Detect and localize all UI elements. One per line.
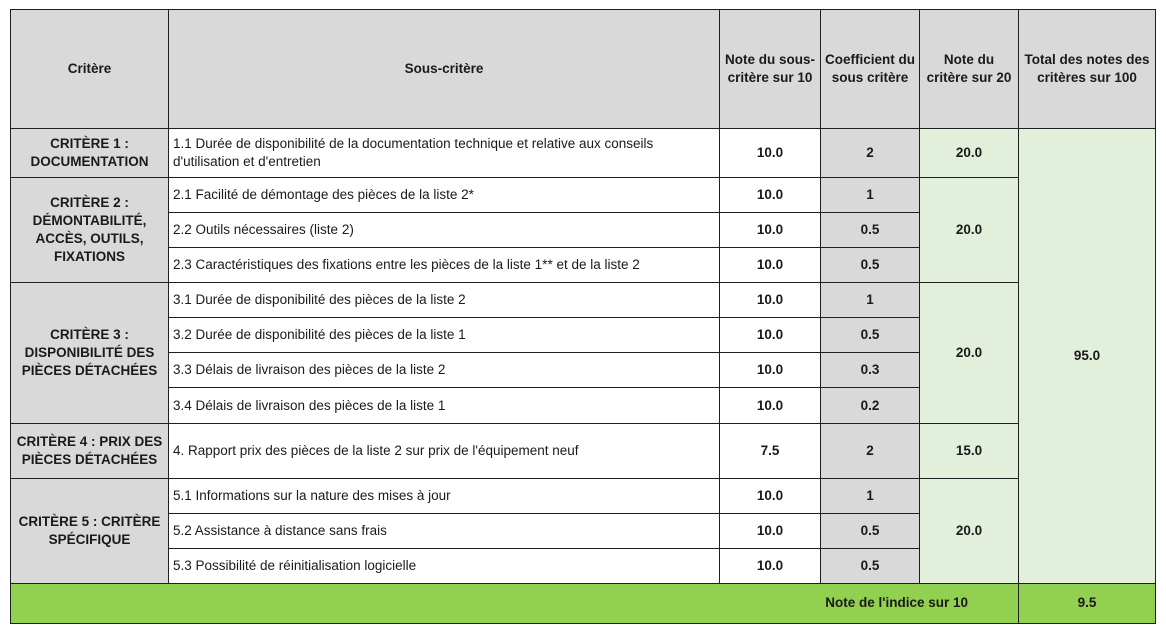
sub-criterion-coefficient: 0.5 (821, 513, 920, 548)
sub-criterion-note: 10.0 (720, 548, 821, 583)
criterion-1-label: CRITÈRE 1 : DOCUMENTATION (11, 129, 169, 178)
sub-criterion-coefficient: 2 (821, 129, 920, 178)
criterion-3-note: 20.0 (920, 283, 1019, 423)
sub-criterion-coefficient: 1 (821, 283, 920, 318)
header-note-sous-critere: Note du sous-critère sur 10 (720, 10, 821, 129)
table-row (11, 478, 1156, 513)
sub-criterion-note: 10.0 (720, 318, 821, 353)
sub-criterion-label: 3.1 Durée de disponibilité des pièces de la liste 2 (169, 283, 720, 318)
criterion-4-note: 15.0 (920, 423, 1019, 478)
sub-criterion-label: 2.2 Outils nécessaires (liste 2) (169, 213, 720, 248)
criterion-2-label: CRITÈRE 2 : DÉMONTABILITÉ, ACCÈS, OUTILS, FIXATIONS (11, 178, 169, 283)
sub-criterion-label: 3.4 Délais de livraison des pièces de la liste 1 (169, 388, 720, 423)
sub-criterion-note: 10.0 (720, 129, 821, 178)
sub-criterion-note: 10.0 (720, 388, 821, 423)
score-table (10, 9, 1156, 624)
sub-criterion-label: 5.3 Possibilité de réinitialisation logicielle (169, 548, 720, 583)
header-coefficient: Coefficient du sous critère (821, 10, 920, 129)
header-note-critere: Note du critère sur 20 (920, 10, 1019, 129)
table-row (11, 129, 1156, 178)
sub-criterion-note: 10.0 (720, 513, 821, 548)
sub-criterion-label: 4. Rapport prix des pièces de la liste 2 sur prix de l'équipement neuf (169, 423, 720, 478)
header-critere: Critère (11, 10, 169, 129)
sub-criterion-label: 5.2 Assistance à distance sans frais (169, 513, 720, 548)
criterion-4-label: CRITÈRE 4 : PRIX DES PIÈCES DÉTACHÉES (11, 423, 169, 478)
sub-criterion-coefficient: 0.2 (821, 388, 920, 423)
sub-criterion-label: 2.1 Facilité de démontage des pièces de la liste 2* (169, 178, 720, 213)
sub-criterion-coefficient: 0.5 (821, 318, 920, 353)
footer-value: 9.5 (1019, 583, 1156, 623)
sub-criterion-label: 3.2 Durée de disponibilité des pièces de la liste 1 (169, 318, 720, 353)
criterion-3-label: CRITÈRE 3 : DISPONIBILITÉ DES PIÈCES DÉTACHÉES (11, 283, 169, 423)
sub-criterion-label: 1.1 Durée de disponibilité de la documentation technique et relative aux conseils d'utilisation et d'entretien (169, 129, 720, 178)
sub-criterion-coefficient: 1 (821, 478, 920, 513)
footer-label: Note de l'indice sur 10 (11, 583, 1019, 623)
sub-criterion-coefficient: 0.5 (821, 248, 920, 283)
header-total: Total des notes des critères sur 100 (1019, 10, 1156, 129)
table-row (11, 423, 1156, 478)
total-notes-value: 95.0 (1019, 129, 1156, 584)
criterion-5-label: CRITÈRE 5 : CRITÈRE SPÉCIFIQUE (11, 478, 169, 583)
sub-criterion-label: 2.3 Caractéristiques des fixations entre les pièces de la liste 1** et de la liste 2 (169, 248, 720, 283)
sub-criterion-coefficient: 0.5 (821, 213, 920, 248)
criterion-2-note: 20.0 (920, 178, 1019, 283)
sub-criterion-note: 10.0 (720, 353, 821, 388)
sub-criterion-label: 5.1 Informations sur la nature des mises à jour (169, 478, 720, 513)
sub-criterion-coefficient: 1 (821, 178, 920, 213)
header-sous-critere: Sous-critère (169, 10, 720, 129)
sub-criterion-coefficient: 0.5 (821, 548, 920, 583)
sub-criterion-note: 10.0 (720, 283, 821, 318)
header-row (11, 10, 1156, 129)
table-row (11, 178, 1156, 213)
sub-criterion-note: 10.0 (720, 178, 821, 213)
sub-criterion-note: 10.0 (720, 213, 821, 248)
sub-criterion-label: 3.3 Délais de livraison des pièces de la liste 2 (169, 353, 720, 388)
footer-row (11, 583, 1156, 623)
criterion-5-note: 20.0 (920, 478, 1019, 583)
sub-criterion-coefficient: 0.3 (821, 353, 920, 388)
table-row (11, 283, 1156, 318)
sub-criterion-note: 10.0 (720, 248, 821, 283)
sub-criterion-note: 10.0 (720, 478, 821, 513)
criterion-1-note: 20.0 (920, 129, 1019, 178)
sub-criterion-note: 7.5 (720, 423, 821, 478)
sub-criterion-coefficient: 2 (821, 423, 920, 478)
